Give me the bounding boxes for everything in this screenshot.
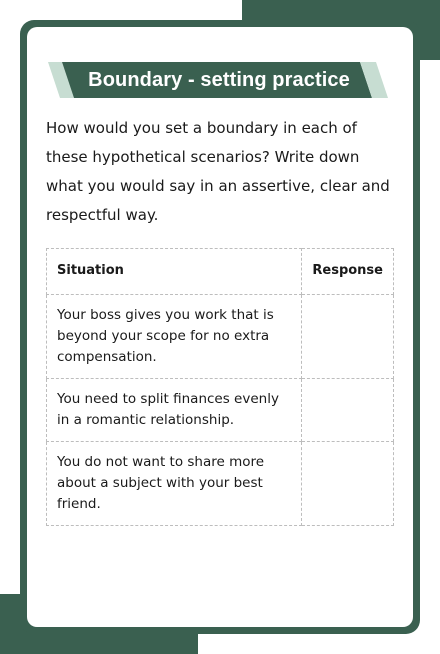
page-title: Boundary - setting practice (88, 69, 350, 91)
situation-cell: Your boss gives you work that is beyond your scope for no extra compensation. (47, 295, 302, 379)
situation-cell: You need to split finances evenly in a romantic relationship. (47, 379, 302, 442)
header-response: Response (302, 249, 394, 295)
table-row (47, 379, 394, 442)
situation-cell: You do not want to share more about a subject with your best friend. (47, 442, 302, 526)
response-cell[interactable] (302, 295, 394, 379)
scenario-table (46, 248, 394, 526)
title-banner (48, 62, 390, 98)
instructions-text: How would you set a boundary in each of these hypothetical scenarios? Write down what you would say in an assertive, clear and respectful way. (46, 119, 390, 224)
header-situation: Situation (47, 249, 302, 295)
response-cell[interactable] (302, 379, 394, 442)
table-header-row (47, 249, 394, 295)
corner-decoration-right (418, 0, 440, 60)
response-cell[interactable] (302, 442, 394, 526)
table-row (47, 295, 394, 379)
table-row (47, 442, 394, 526)
